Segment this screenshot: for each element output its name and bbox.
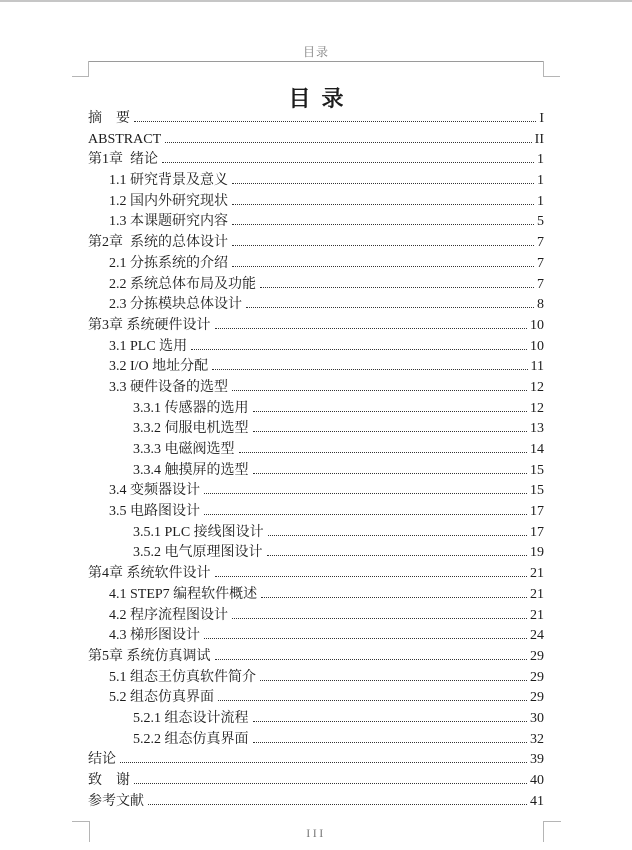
- toc-entry-label: 5.2 组态仿真界面: [109, 690, 214, 706]
- toc-entry-label: 3.3.1 传感器的选用: [133, 400, 249, 416]
- toc-entry-page-number: 21: [530, 586, 544, 602]
- header-rule: [88, 61, 543, 62]
- toc-entry[interactable]: [88, 337, 544, 358]
- toc-entry-label: 致 谢: [88, 773, 130, 788]
- toc-entry[interactable]: [88, 233, 544, 254]
- toc-entry[interactable]: [88, 481, 544, 502]
- toc-entry-page-number: 29: [530, 669, 544, 685]
- dot-leader: [215, 659, 528, 660]
- toc-entry-label: 4.2 程序流程图设计: [109, 607, 228, 623]
- dot-leader: [232, 618, 527, 619]
- toc-entry[interactable]: [88, 543, 544, 564]
- toc-entry-label: 3.3.3 电磁阀选型: [133, 442, 235, 457]
- dot-leader: [215, 328, 528, 329]
- footer-page-number: III: [306, 826, 326, 840]
- toc-entry-label: 3.3.2 伺服电机选型: [133, 421, 249, 437]
- toc-title: 目 录: [288, 86, 344, 111]
- toc-entry-label: 结论: [88, 752, 116, 768]
- toc-entry-label: 4.3 梯形图设计: [109, 628, 200, 644]
- dot-leader: [253, 431, 528, 432]
- toc-entry-page-number: 12: [530, 379, 544, 395]
- toc-entry-label: 第5章 系统仿真调试: [88, 648, 211, 664]
- toc-list: [88, 109, 544, 812]
- toc-entry[interactable]: [88, 647, 544, 668]
- text-boundary-mark-top-left: [88, 61, 89, 77]
- toc-entry[interactable]: [88, 130, 544, 151]
- toc-entry[interactable]: [88, 688, 544, 709]
- toc-entry-page-number: 29: [530, 690, 544, 706]
- toc-entry-page-number: 30: [530, 710, 544, 726]
- toc-entry-label: 3.5.2 电气原理图设计: [133, 545, 263, 561]
- toc-entry[interactable]: [88, 440, 544, 461]
- toc-entry-page-number: 40: [530, 773, 544, 788]
- toc-entry-label: 5.1 组态王仿真软件简介: [109, 669, 256, 685]
- dot-leader: [232, 245, 534, 246]
- toc-entry-label: 3.4 变频器设计: [109, 483, 200, 499]
- toc-entry-page-number: 13: [530, 421, 544, 437]
- toc-entry[interactable]: [88, 564, 544, 585]
- toc-entry-label: 1.2 国内外研究现状: [109, 193, 228, 209]
- toc-entry-label: 2.1 分拣系统的介绍: [109, 255, 228, 271]
- toc-entry[interactable]: [88, 502, 544, 523]
- toc-entry-page-number: 15: [530, 462, 544, 478]
- toc-entry-label: 第2章 系统的总体设计: [88, 235, 228, 251]
- toc-entry[interactable]: [88, 419, 544, 440]
- text-boundary-mark-top-left: [72, 76, 89, 77]
- toc-entry-page-number: 19: [530, 545, 544, 561]
- toc-entry[interactable]: [88, 316, 544, 337]
- toc-entry[interactable]: [88, 399, 544, 420]
- toc-entry-page-number: 1: [537, 152, 544, 168]
- page-footer: [0, 826, 632, 841]
- toc-entry-label: 摘 要: [88, 111, 130, 126]
- toc-entry-page-number: 21: [530, 607, 544, 623]
- toc-entry[interactable]: [88, 275, 544, 296]
- toc-entry-page-number: 7: [537, 255, 544, 271]
- dot-leader: [253, 742, 528, 743]
- dot-leader: [253, 411, 528, 412]
- toc-entry-label: 3.5 电路图设计: [109, 504, 200, 520]
- toc-entry-page-number: 12: [530, 400, 544, 416]
- toc-entry-label: 1.3 本课题研究内容: [109, 214, 228, 230]
- toc-entry-label: 3.3.4 触摸屏的选型: [133, 462, 249, 478]
- toc-entry-page-number: 10: [530, 317, 544, 333]
- toc-entry-page-number: 39: [530, 752, 544, 768]
- toc-entry-label: 第1章 绪论: [88, 152, 158, 168]
- dot-leader: [134, 121, 536, 122]
- text-boundary-mark-bottom-left: [72, 821, 90, 822]
- dot-leader: [191, 349, 527, 350]
- dot-leader: [204, 493, 527, 494]
- toc-entry-page-number: 24: [530, 628, 544, 644]
- running-header-title: 目录: [302, 45, 329, 59]
- dot-leader: [261, 597, 527, 598]
- toc-entry[interactable]: [88, 792, 544, 813]
- toc-entry-label: 3.3 硬件设备的选型: [109, 379, 228, 395]
- toc-entry-label: 参考文献: [88, 793, 144, 809]
- dot-leader: [162, 162, 534, 163]
- page-top-edge: [0, 0, 632, 2]
- toc-entry[interactable]: [88, 254, 544, 275]
- toc-entry-page-number: 17: [530, 504, 544, 520]
- toc-entry-label: 第4章 系统软件设计: [88, 566, 211, 582]
- toc-entry-page-number: 7: [537, 235, 544, 251]
- text-boundary-mark-top-right: [543, 76, 560, 77]
- dot-leader: [120, 762, 527, 763]
- toc-entry-page-number: II: [534, 131, 544, 147]
- toc-entry[interactable]: [88, 606, 544, 627]
- toc-entry-label: 2.2 系统总体布局及功能: [109, 276, 256, 292]
- toc-entry-label: 3.2 I/O 地址分配: [109, 359, 209, 375]
- toc-entry-page-number: 1: [537, 193, 544, 209]
- toc-entry-label: 5.2.2 组态仿真界面: [133, 731, 249, 747]
- toc-entry-label: 4.1 STEP7 编程软件概述: [109, 586, 258, 602]
- toc-entry-page-number: 21: [530, 566, 544, 582]
- dot-leader: [246, 307, 534, 308]
- toc-entry-label: 3.1 PLC 选用: [109, 338, 188, 354]
- toc-entry-page-number: I: [539, 111, 544, 126]
- dot-leader: [253, 473, 528, 474]
- toc-entry[interactable]: [88, 750, 544, 771]
- toc-entry[interactable]: [88, 585, 544, 606]
- toc-entry-label: ABSTRACT: [88, 131, 162, 147]
- toc-entry-label: 1.1 研究背景及意义: [109, 173, 228, 189]
- toc-entry-page-number: 29: [530, 648, 544, 664]
- dot-leader: [204, 638, 527, 639]
- dot-leader: [268, 535, 527, 536]
- dot-leader: [239, 452, 528, 453]
- toc-entry[interactable]: [88, 730, 544, 751]
- dot-leader: [218, 700, 527, 701]
- toc-entry[interactable]: [88, 357, 544, 378]
- toc-entry-label: 5.2.1 组态设计流程: [133, 710, 249, 726]
- toc-entry-page-number: 15: [530, 483, 544, 499]
- toc-entry-page-number: 14: [530, 442, 544, 457]
- toc-entry[interactable]: [88, 626, 544, 647]
- dot-leader: [165, 142, 532, 143]
- toc-entry[interactable]: [88, 295, 544, 316]
- toc-entry-page-number: 17: [530, 524, 544, 540]
- dot-leader: [232, 204, 534, 205]
- dot-leader: [232, 183, 534, 184]
- toc-entry-label: 第3章 系统硬件设计: [88, 317, 211, 333]
- dot-leader: [148, 804, 527, 805]
- text-boundary-mark-bottom-right: [543, 821, 561, 822]
- toc-entry-page-number: 32: [530, 731, 544, 747]
- dot-leader: [260, 287, 534, 288]
- toc-entry[interactable]: [88, 668, 544, 689]
- toc-entry[interactable]: [88, 523, 544, 544]
- dot-leader: [267, 555, 528, 556]
- dot-leader: [253, 721, 528, 722]
- toc-entry-page-number: 7: [537, 276, 544, 292]
- toc-entry[interactable]: [88, 150, 544, 171]
- dot-leader: [134, 783, 527, 784]
- dot-leader: [232, 390, 527, 391]
- toc-entry[interactable]: [88, 378, 544, 399]
- dot-leader: [232, 266, 534, 267]
- dot-leader: [260, 680, 527, 681]
- toc-entry-label: 3.5.1 PLC 接线图设计: [133, 524, 264, 540]
- toc-entry[interactable]: [88, 771, 544, 792]
- toc-entry-page-number: 1: [537, 173, 544, 189]
- toc-entry[interactable]: [88, 171, 544, 192]
- toc-entry-page-number: 5: [537, 214, 544, 230]
- toc-entry-page-number: 11: [530, 359, 544, 375]
- toc-entry-page-number: 41: [530, 793, 544, 809]
- page-header: [0, 43, 632, 60]
- toc-entry-label: 2.3 分拣模块总体设计: [109, 297, 242, 313]
- dot-leader: [212, 369, 527, 370]
- toc-entry[interactable]: [88, 192, 544, 213]
- toc-entry[interactable]: [88, 212, 544, 233]
- toc-entry[interactable]: [88, 709, 544, 730]
- dot-leader: [204, 514, 527, 515]
- text-boundary-mark-top-right: [543, 61, 544, 77]
- dot-leader: [215, 576, 528, 577]
- toc-entry[interactable]: [88, 109, 544, 130]
- dot-leader: [232, 224, 534, 225]
- toc-entry-page-number: 10: [530, 338, 544, 354]
- toc-entry-page-number: 8: [537, 297, 544, 313]
- toc-entry[interactable]: [88, 461, 544, 482]
